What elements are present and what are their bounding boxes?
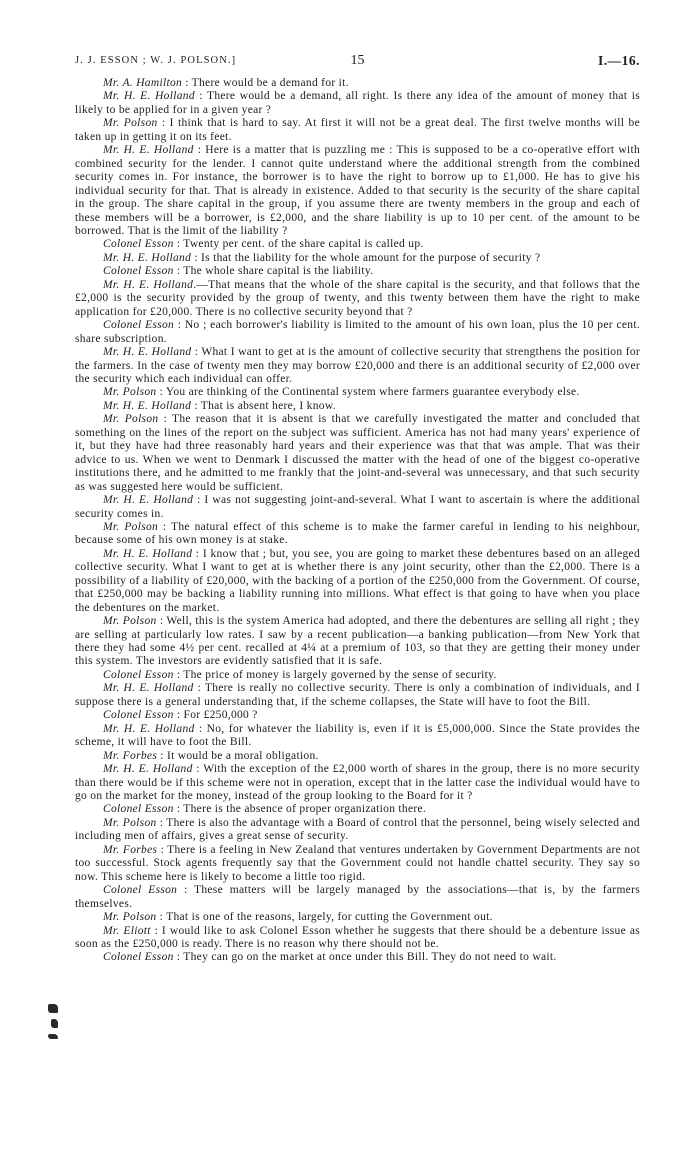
transcript-paragraph (75, 252, 640, 265)
margin-ink-mark (48, 1034, 58, 1039)
transcript-body (75, 77, 640, 965)
speech-text: : There is the absence of proper organization there. (173, 803, 427, 816)
speech-text: : I was not suggesting joint-and-several. What I want to ascertain is where the additional security comes in. (75, 494, 641, 520)
transcript-paragraph (75, 763, 640, 803)
speaker-name: Mr. H. E. Holland (103, 278, 194, 291)
speech-text: : The reason that it is absent is that we carefully investigated the matter and concluded that something on the lines of the report on the subject was sufficient. America has not had many years' experience of it, but they have had three reasonably hard years and their experience was that that was ample. That was their advice to us. When we went to Denmark I discussed the matter with the head of one of the biggest co-operative institutions there, and he admitted to me frankly that the joint-and-several was unnecessary, and that such security as was suggested here would be sufficient. (75, 413, 640, 493)
speech-text: : Here is a matter that is puzzling me : This is supposed to be a co-operative effort with combined security for the lender. I cannot quite understand where the additional strength from the combined security comes in. For instance, the borrower is to have the right to borrow up to £1,000. He has to give his individual security for that. That is already in existence. Added to that security is the security of the share capital in the group. The share capital in the group, if you assume there are twenty members in the group and each of these members will be a borrower, is £2,000, and the share liability is up to 10 per cent. of the amount to be borrowed. That is the limit of the liability ? (75, 144, 641, 237)
speech-text: : I would like to ask Colonel Esson whether he suggests that there should be a debenture issue as soon as the £250,000 is ready. There is no reason why there should not be. (75, 924, 640, 950)
speaker-name: Mr. H. E. Holland (103, 144, 194, 157)
speaker-name: Mr. H. E. Holland (103, 682, 194, 695)
speech-text: : Twenty per cent. of the share capital is called up. (173, 238, 424, 251)
speech-text: : These matters will be largely managed by the associations—that is, by the farmers themselves. (75, 884, 640, 910)
speaker-name: Mr. Eliott (103, 924, 151, 937)
speaker-name: Mr. H. E. Holland (103, 399, 192, 412)
transcript-paragraph (75, 386, 640, 399)
speech-text: : There is really no collective security. There is only a combination of individuals, and I suppose there is a general understanding that, if the scheme collapses, the State will have to foot the Bill. (75, 682, 641, 708)
transcript-paragraph (75, 750, 640, 763)
speech-text: : The whole share capital is the liability. (173, 265, 374, 278)
transcript-paragraph (75, 548, 640, 615)
speaker-name: Mr. Forbes (103, 749, 158, 762)
speech-text: : I know that ; but, you see, you are going to market these debentures based on an alleged collective security. What I want to get at is whether there is any joint security, other than the £2,000. There is a possibility of a liability of £20,000, with the backing of a portion of the £250,000 from the Government. Of course, that £250,000 may be backing a liability running into millions. What effect is that going to have when you place the debentures on the market. (75, 547, 640, 614)
speaker-name: Mr. Polson (103, 520, 159, 533)
speaker-name: Mr. H. E. Holland (103, 251, 192, 264)
speaker-name: Colonel Esson (103, 668, 174, 681)
transcript-paragraph (75, 238, 640, 251)
speech-text: : There is also the advantage with a Board of control that the personnel, being wisely selected and including men of affairs, gives a great sense of security. (75, 816, 640, 843)
transcript-paragraph (75, 951, 640, 964)
speaker-name: Colonel Esson (103, 951, 174, 964)
speaker-name: Mr. H. E. Holland (103, 763, 193, 776)
speech-text: : The natural effect of this scheme is to make the farmer careful in lending to his neighbour, because some of his own money is at stake. (75, 520, 640, 547)
speech-text: : There would be a demand for it. (182, 77, 349, 89)
transcript-paragraph (75, 90, 640, 117)
transcript-paragraph (75, 803, 640, 816)
speech-text: : It would be a moral obligation. (157, 749, 319, 762)
speaker-name: Mr. H. E. Holland (103, 547, 193, 560)
speech-text: : The price of money is largely governed by the sense of security. (173, 668, 497, 681)
transcript-paragraph (75, 709, 640, 722)
header-witness-names: J. J. ESSON ; W. J. POLSON.] (75, 55, 237, 66)
speaker-name: Colonel Esson (103, 265, 174, 278)
speech-text: : What I want to get at is the amount of collective security that strengthens the position for the farmers. In the case of twenty men they may borrow £20,000 and there is an additional security of £2,000 over the security which each individual can offer. (75, 346, 640, 385)
speaker-name: Colonel Esson (103, 319, 175, 332)
speech-text: .—That means that the whole of the share capital is the security, and that follows that the £2,000 is the security provided by the group of twenty, and this twenty between them have the right to make application for £20,000. There is no collective security beyond that ? (75, 278, 641, 318)
transcript-paragraph (75, 911, 640, 924)
transcript-paragraph (75, 723, 640, 750)
transcript-paragraph (75, 265, 640, 278)
transcript-paragraph (75, 521, 640, 548)
speech-text: : No, for whatever the liability is, even if it is £5,000,000. Since the State provides the scheme, it will have to foot the Bill. (75, 722, 641, 749)
page-number: 15 (350, 53, 365, 68)
transcript-paragraph (75, 117, 640, 144)
speech-text: : For £250,000 ? (173, 709, 258, 722)
transcript-paragraph (75, 884, 640, 911)
speech-text: : Is that the liability for the whole amount for the purpose of security ? (191, 251, 541, 264)
transcript-paragraph (75, 279, 640, 319)
transcript-paragraph (75, 413, 640, 494)
transcript-paragraph (75, 400, 640, 413)
speaker-name: Mr. Forbes (103, 843, 158, 856)
speaker-name: Colonel Esson (103, 884, 178, 897)
transcript-paragraph (75, 77, 640, 90)
speech-text: : There would be a demand, all right. Is there any idea of the amount of money that is likely to be applied for in a given year ? (75, 90, 640, 116)
page-header (75, 53, 640, 71)
speaker-name: Mr. Polson (103, 816, 157, 829)
speaker-name: Mr. H. E. Holland (103, 346, 192, 359)
transcript-paragraph (75, 615, 640, 669)
speech-text: : They can go on the market at once under this Bill. They do not need to wait. (173, 951, 557, 964)
transcript-paragraph (75, 925, 640, 952)
transcript-paragraph (75, 346, 640, 386)
speaker-name: Mr. H. E. Holland (103, 722, 195, 735)
speech-text: : That is one of the reasons, largely, for cutting the Government out. (156, 911, 493, 924)
speaker-name: Mr. Polson (103, 413, 159, 426)
speech-text: : Well, this is the system America had adopted, and there the debentures are selling all right ; they are selling at particularly low rates. I saw by a recent publication—a banking publication—from New York that there they had some 4½ per cent. recalled at 4¼ at a premium of 103, so that they are getting their money under this system. The investors are evidently satisfied that it is safe. (75, 615, 640, 668)
transcript-paragraph (75, 682, 640, 709)
paper-reference: I.—16. (597, 53, 640, 68)
transcript-paragraph (75, 669, 640, 682)
speech-text: : That is absent here, I know. (191, 399, 336, 412)
speaker-name: Mr. A. Hamilton (103, 77, 183, 89)
speaker-name: Mr. Polson (103, 615, 157, 628)
speaker-name: Colonel Esson (103, 803, 174, 816)
speaker-name: Colonel Esson (103, 709, 174, 722)
speech-text: : I think that is hard to say. At first it will not be a great deal. The first twelve months will be taken up in getting it on its feet. (75, 117, 640, 143)
speech-text: : With the exception of the £2,000 worth of shares in the group, there is no more security than there would be if this scheme were not in operation, except that in the latter case the individual would have to go on the market for the money, instead of the group looking to the Board for it ? (75, 763, 641, 803)
speech-text: : You are thinking of the Continental system where farmers guarantee everybody else. (156, 386, 580, 399)
speaker-name: Mr. Polson (103, 911, 157, 924)
speaker-name: Mr. H. E. Holland (103, 494, 194, 507)
transcript-paragraph (75, 844, 640, 884)
speech-text: : No ; each borrower's liability is limited to the amount of his own loan, plus the 10 per cent. share subscription. (75, 319, 640, 345)
speaker-name: Colonel Esson (103, 238, 174, 251)
transcript-paragraph (75, 494, 640, 521)
transcript-paragraph (75, 144, 640, 238)
speaker-name: Mr. H. E. Holland (103, 90, 195, 103)
margin-ink-mark (48, 1004, 58, 1013)
speech-text: : There is a feeling in New Zealand that ventures undertaken by Government Departments are not too successful. Stock agents frequently say that the Government could not handle chattel security. They say so now. This scheme here is likely to become a little too rigid. (75, 843, 640, 883)
speaker-name: Mr. Polson (103, 117, 158, 130)
transcript-paragraph (75, 817, 640, 844)
margin-ink-mark (51, 1019, 58, 1028)
transcript-paragraph (75, 319, 640, 346)
speaker-name: Mr. Polson (103, 386, 157, 399)
